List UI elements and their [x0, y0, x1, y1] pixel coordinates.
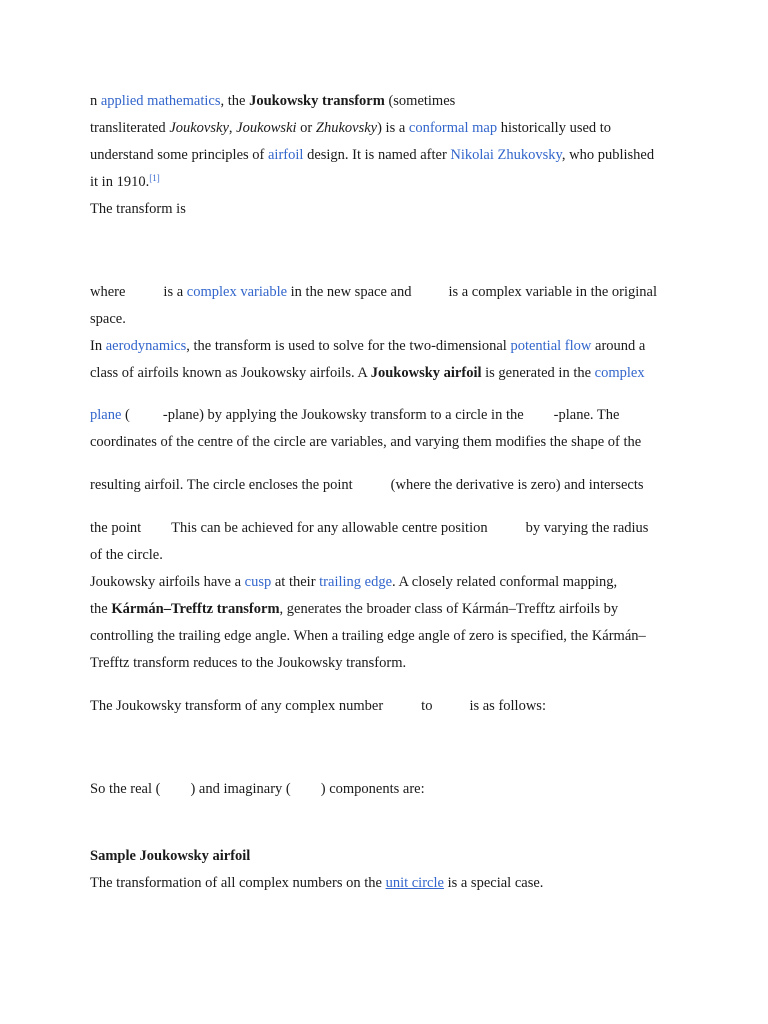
aero-line-6: the point This can be achieved for any allowable centre position by varying the radius — [90, 520, 649, 536]
link-potential-flow[interactable]: potential flow — [510, 338, 592, 354]
term-joukowsky-transform: Joukowsky transform — [249, 93, 385, 109]
aero-line-7: of the circle. — [90, 547, 163, 563]
transform-intro: The transform is — [90, 201, 186, 217]
link-complex-plane[interactable]: complex — [594, 365, 645, 381]
intro-line-3: understand some principles of airfoil design. It is named after Nikolai Zhukovsky, who published — [90, 147, 655, 163]
link-unit-circle[interactable]: unit circle — [385, 875, 444, 891]
link-conformal-map[interactable]: conformal map — [408, 120, 498, 136]
reference-link[interactable]: [1] — [149, 173, 160, 183]
alt-name: Zhukovsky — [315, 120, 378, 136]
where-line-2: space. — [90, 311, 126, 327]
link-complex-variable[interactable]: complex variable — [186, 284, 288, 300]
intro-line-1: n applied mathematics, the Joukowsky transform (sometimes — [90, 93, 456, 109]
components-line: So the real ( ) and imaginary ( ) components are: — [90, 781, 425, 797]
text: n — [90, 93, 101, 109]
alt-name: Joukowski — [236, 120, 297, 136]
link-airfoil[interactable]: airfoil — [268, 147, 304, 163]
cusp-line-2: the Kármán–Trefftz transform, generates the broader class of Kármán–Trefftz airfoils by — [90, 601, 619, 617]
cusp-line-3: controlling the trailing edge angle. When a trailing edge angle of zero is specified, the Kármán– — [90, 628, 646, 644]
link-cusp[interactable]: cusp — [244, 574, 272, 590]
aero-line-1: In aerodynamics, the transform is used to solve for the two-dimensional potential flow around a — [90, 338, 646, 354]
where-line: where is a complex variable in the new space and is a complex variable in the original — [90, 284, 658, 300]
aero-line-4: coordinates of the centre of the circle are variables, and varying them modifies the shape of the — [90, 434, 642, 450]
cusp-line-1: Joukowsky airfoils have a cusp at their trailing edge. A closely related conformal mapping, — [90, 574, 618, 590]
term-joukowsky-airfoil: Joukowsky airfoil — [370, 365, 482, 381]
aero-line-5: resulting airfoil. The circle encloses the point (where the derivative is zero) and intersects — [90, 477, 644, 493]
link-applied-mathematics[interactable]: applied mathematics — [100, 93, 221, 109]
section-heading: Sample Joukowsky airfoil — [90, 848, 251, 864]
intro-line-4: it in 1910.[1] — [90, 173, 160, 190]
cusp-line-4: Trefftz transform reduces to the Joukowsky transform. — [90, 655, 407, 671]
term-karman-trefftz-transform: Kármán–Trefftz transform — [111, 601, 280, 617]
link-plane[interactable]: plane — [90, 407, 122, 423]
complex-number-line: The Joukowsky transform of any complex number to is as follows: — [90, 698, 546, 714]
link-trailing-edge[interactable]: trailing edge — [319, 574, 393, 590]
aero-line-3: plane ( -plane) by applying the Joukowsky transform to a circle in the -plane. The — [90, 407, 620, 423]
aero-line-2: class of airfoils known as Joukowsky airfoils. A Joukowsky airfoil is generated in the complex — [90, 365, 645, 381]
intro-line-2: transliterated Joukovsky, Joukowski or Zhukovsky) is a conformal map historically used to — [90, 120, 612, 136]
link-aerodynamics[interactable]: aerodynamics — [105, 338, 187, 354]
alt-name: Joukovsky — [169, 120, 229, 136]
unit-circle-line: The transformation of all complex numbers on the unit circle is a special case. — [90, 875, 544, 891]
link-nikolai-zhukovsky[interactable]: Nikolai Zhukovsky — [450, 147, 562, 163]
